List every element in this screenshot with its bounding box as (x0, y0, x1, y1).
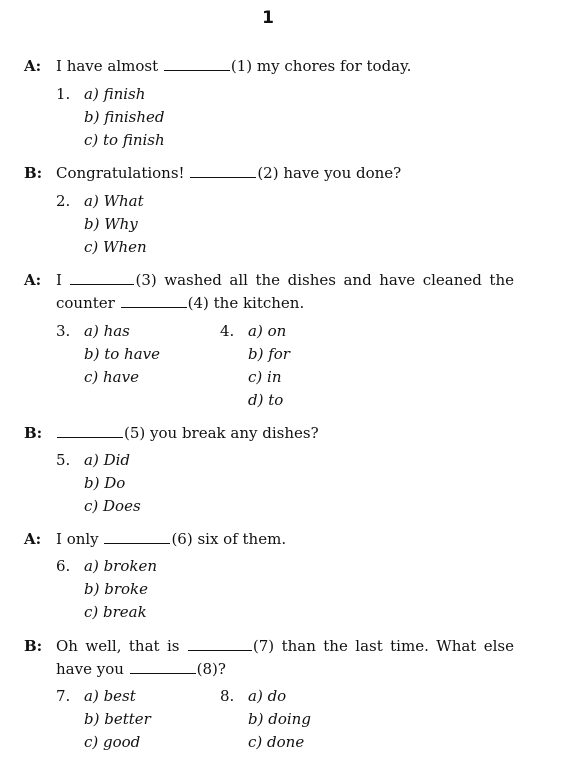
answer-blank (130, 659, 196, 674)
answer-option: c) done (248, 733, 305, 751)
dialogue-line (56, 55, 411, 77)
answer-option: a) broken (84, 557, 157, 575)
answer-option: c) good (84, 733, 141, 751)
answer-option: b) doing (248, 710, 311, 728)
answer-option: b) finished (84, 108, 165, 126)
speaker-label: A: (24, 57, 42, 75)
answer-blank (121, 293, 187, 308)
answer-option: c) in (248, 368, 282, 386)
line-text: (2) have you done? (257, 164, 402, 182)
speaker-label: A: (24, 271, 42, 289)
line-text: (3) washed all the dishes and have cleaned the (135, 271, 514, 289)
dialogue-line (56, 528, 286, 550)
answer-blank (188, 636, 252, 651)
line-text: (8)? (196, 660, 226, 678)
speaker-label: B: (24, 164, 43, 182)
dialogue-line (56, 292, 304, 314)
question-number: 1. (56, 85, 71, 103)
dialogue-line (56, 422, 319, 444)
line-text: (5) you break any dishes? (124, 424, 319, 442)
answer-option: a) finish (84, 85, 146, 103)
line-text: (6) six of them. (171, 530, 287, 548)
line-text: I only (56, 530, 104, 548)
answer-blank (164, 56, 230, 71)
line-text: I (56, 271, 70, 289)
speaker-label: B: (24, 424, 43, 442)
line-text: have you (56, 660, 129, 678)
line-text: (7) than the last time. What else (252, 637, 514, 655)
answer-option: c) When (84, 238, 147, 256)
answer-blank (57, 423, 123, 438)
answer-blank (190, 163, 256, 178)
answer-option: c) break (84, 603, 147, 621)
answer-option: c) Does (84, 497, 141, 515)
question-number: 4. (220, 322, 235, 340)
speaker-label: A: (24, 530, 42, 548)
answer-blank (70, 270, 134, 285)
speaker-label: B: (24, 637, 43, 655)
dialogue-line (56, 162, 401, 184)
answer-option: a) best (84, 687, 136, 705)
question-number: 7. (56, 687, 71, 705)
line-text: Oh well, that is (56, 637, 187, 655)
answer-option: a) What (84, 192, 144, 210)
answer-option: c) have (84, 368, 139, 386)
question-number: 2. (56, 192, 71, 210)
answer-option: b) better (84, 710, 151, 728)
line-text: counter (56, 294, 120, 312)
question-number: 8. (220, 687, 235, 705)
answer-option: b) Why (84, 215, 138, 233)
answer-option: d) to (248, 391, 284, 409)
dialogue-line (56, 269, 514, 291)
question-number: 6. (56, 557, 71, 575)
answer-blank (104, 529, 170, 544)
answer-option: a) Did (84, 451, 130, 469)
line-text: I have almost (56, 57, 163, 75)
answer-option: b) broke (84, 580, 148, 598)
dialogue-line (56, 635, 514, 657)
line-text: (4) the kitchen. (187, 294, 305, 312)
page-number: 1 (262, 8, 274, 28)
answer-option: b) to have (84, 345, 161, 363)
answer-option: a) do (248, 687, 287, 705)
question-number: 3. (56, 322, 71, 340)
question-number: 5. (56, 451, 71, 469)
dialogue-line (56, 658, 226, 680)
answer-option: a) on (248, 322, 287, 340)
answer-option: b) Do (84, 474, 126, 492)
line-text: (1) my chores for today. (230, 57, 412, 75)
line-text: Congratulations! (56, 164, 190, 182)
answer-option: a) has (84, 322, 130, 340)
answer-option: b) for (248, 345, 290, 363)
answer-option: c) to finish (84, 131, 165, 149)
